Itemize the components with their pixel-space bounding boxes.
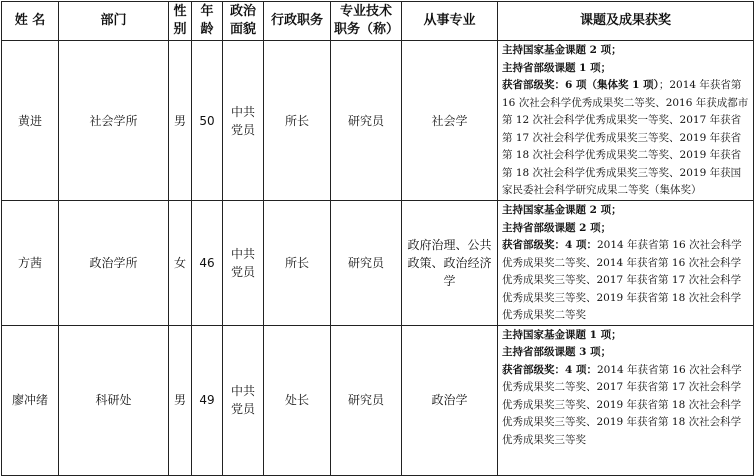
cell-tech-title: 研究员: [331, 201, 402, 326]
awards-lead: 获省部级奖：4 项：: [502, 363, 597, 376]
cell-name: 方茜: [2, 201, 59, 326]
header-specialty: 从事专业: [402, 2, 498, 41]
provincial-projects: 主持省部级课题 3 项；: [502, 346, 612, 358]
awards-text: [502, 79, 748, 196]
header-name: 姓 名: [2, 2, 59, 41]
header-gender: 性别: [169, 2, 192, 41]
header-achievements: 课题及成果获奖: [498, 2, 754, 41]
cell-political-status: 中共党员: [223, 201, 264, 326]
cell-gender: 男: [169, 325, 192, 475]
table-row: [2, 325, 754, 475]
cell-age: 50: [192, 41, 223, 201]
header-department: 部门: [59, 2, 169, 41]
cell-specialty: 社会学: [402, 41, 498, 201]
cell-department: 政治学所: [59, 201, 169, 326]
header-political-status: 政治面貌: [223, 2, 264, 41]
cell-achievements: [498, 201, 754, 326]
cell-specialty: 政治学: [402, 325, 498, 475]
table-row: [2, 41, 754, 201]
cell-political-status: 中共党员: [223, 41, 264, 201]
cell-admin-position: 所长: [264, 41, 331, 201]
cell-gender: 女: [169, 201, 192, 326]
header-age: 年龄: [192, 2, 223, 41]
provincial-projects: 主持省部级课题 1 项；: [502, 61, 612, 74]
cell-department: 社会学所: [59, 41, 169, 201]
cell-achievements: [498, 41, 754, 201]
cell-name: 廖冲绪: [2, 325, 59, 475]
cell-admin-position: 所长: [264, 201, 331, 326]
header-row: [2, 2, 754, 41]
national-projects: 主持国家基金课题 1 项；: [502, 328, 622, 341]
awards-detail: 2014 年获省第 16 次社会科学优秀成果奖二等奖、2017 年获省第 17 次社会科学优秀成果奖三等奖、2019 年获省第 18 次社会科学优秀成果奖三等奖、2019 年获省第 18 次社会科学优秀成果奖三等奖: [502, 363, 742, 446]
awards-detail: 2014 年获省第 16 次社会科学优秀成果奖二等奖、2014 年获省第 16 次社会科学优秀成果奖三等奖、2017 年获省第 17 次社会科学优秀成果奖三等奖、2019 年获省第 18 次社会科学优秀成果奖二等奖: [502, 239, 742, 321]
awards-text: [502, 364, 742, 446]
awards-text: [502, 239, 742, 321]
awards-detail: ；2014 年获省第 16 次社会科学优秀成果奖二等奖、2016 年获成都市第 12 次社会科学优秀成果奖一等奖、2017 年获省第 17 次社会科学优秀成果奖三等奖、2019 年获省第 18 次社会科学优秀成果奖二等奖、2019 年获省第 18 次社会科学优秀成果奖三等奖、2019 年获国家民委社会科学研究成果二等奖（集体奖）: [502, 79, 749, 196]
cell-age: 49: [192, 325, 223, 475]
awards-lead: 获省部级奖：4 项：: [502, 239, 597, 251]
national-projects: 主持国家基金课题 2 项；: [502, 204, 622, 216]
cell-tech-title: 研究员: [331, 325, 402, 475]
cell-achievements: [498, 325, 754, 475]
cell-department: 科研处: [59, 325, 169, 475]
provincial-projects: 主持省部级课题 2 项；: [502, 221, 612, 234]
header-admin-position: 行政职务: [264, 2, 331, 41]
cell-age: 46: [192, 201, 223, 326]
cell-admin-position: 处长: [264, 325, 331, 475]
header-tech-title: 专业技术职务（称）: [331, 2, 402, 41]
awards-lead: 获省部级奖：6 项（集体奖 1 项）: [502, 79, 659, 91]
national-projects: 主持国家基金课题 2 项；: [502, 44, 622, 56]
cell-tech-title: 研究员: [331, 41, 402, 201]
personnel-table: [1, 1, 754, 476]
table-row: [2, 201, 754, 326]
cell-political-status: 中共党员: [223, 325, 264, 475]
cell-name: 黄进: [2, 41, 59, 201]
cell-specialty: 政府治理、公共政策、政治经济学: [402, 201, 498, 326]
cell-gender: 男: [169, 41, 192, 201]
